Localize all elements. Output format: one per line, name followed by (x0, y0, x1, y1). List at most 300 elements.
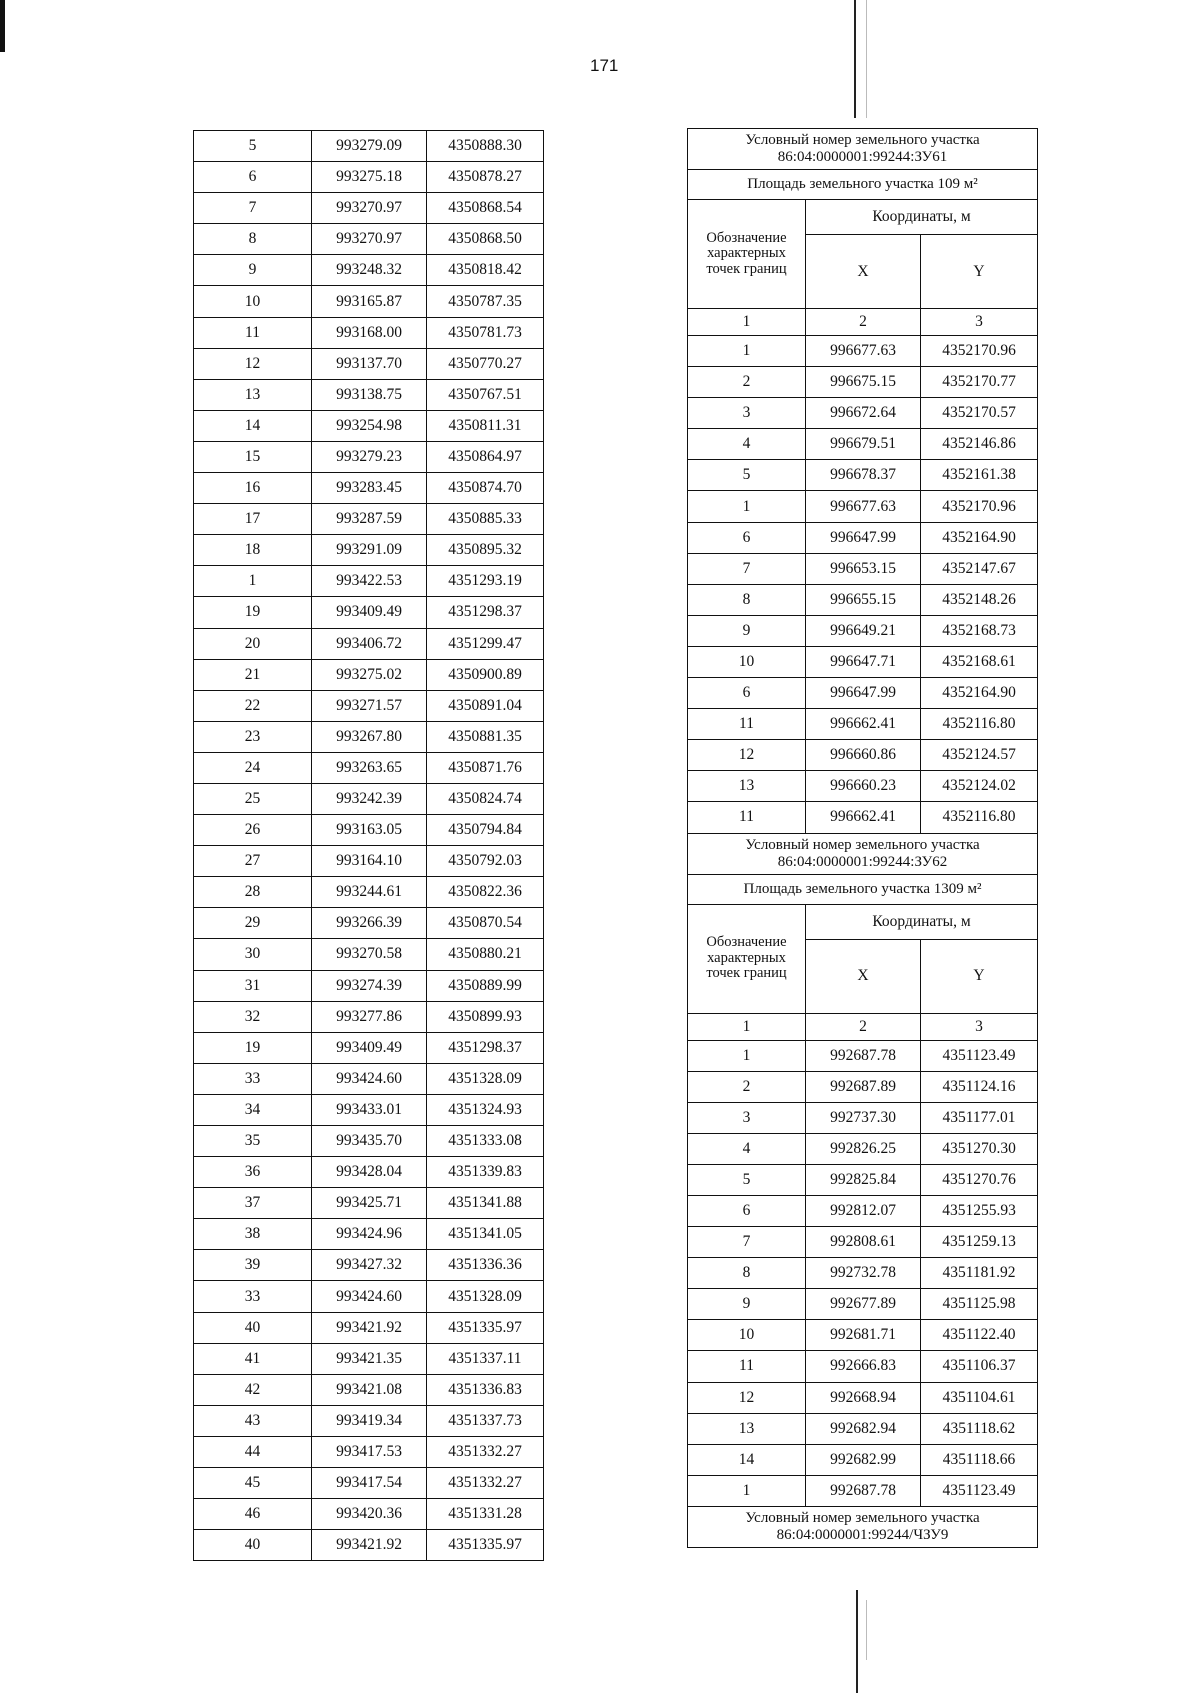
point-number: 4 (688, 429, 806, 460)
table-row (688, 367, 1038, 398)
x-coordinate: 992687.89 (806, 1071, 921, 1102)
point-number: 7 (688, 1227, 806, 1258)
y-coordinate: 4350885.33 (427, 504, 544, 535)
scan-fold-line (866, 1600, 867, 1660)
x-coordinate: 993417.54 (312, 1468, 427, 1499)
y-coordinate: 4350794.84 (427, 815, 544, 846)
y-coordinate: 4350871.76 (427, 752, 544, 783)
point-number: 32 (194, 1001, 312, 1032)
page-number: 171 (590, 56, 619, 75)
point-number: 30 (194, 939, 312, 970)
y-coordinate: 4351123.49 (921, 1475, 1038, 1506)
point-number: 45 (194, 1468, 312, 1499)
x-coordinate: 993274.39 (312, 970, 427, 1001)
column-number: 1 (688, 1013, 806, 1040)
table-row (194, 721, 544, 752)
point-number: 11 (688, 709, 806, 740)
parcel-2-rows (688, 1040, 1038, 1506)
y-coordinate: 4351298.37 (427, 597, 544, 628)
table-row (194, 752, 544, 783)
point-number: 14 (194, 410, 312, 441)
y-coordinate: 4351332.27 (427, 1436, 544, 1467)
point-number: 12 (688, 1382, 806, 1413)
point-number: 12 (688, 740, 806, 771)
table-row (194, 162, 544, 193)
point-number: 44 (194, 1436, 312, 1467)
point-number: 19 (194, 1032, 312, 1063)
x-coordinate: 996655.15 (806, 584, 921, 615)
table-row (688, 398, 1038, 429)
x-coordinate: 993165.87 (312, 286, 427, 317)
x-coordinate: 993409.49 (312, 1032, 427, 1063)
x-coordinate: 992732.78 (806, 1258, 921, 1289)
point-number: 27 (194, 846, 312, 877)
x-coordinate: 993267.80 (312, 721, 427, 752)
table-row (688, 678, 1038, 709)
left-coordinates-table (193, 130, 544, 1561)
scan-edge-mark (0, 0, 5, 52)
point-number: 31 (194, 970, 312, 1001)
x-coordinate: 993427.32 (312, 1250, 427, 1281)
y-coordinate: 4351332.27 (427, 1468, 544, 1499)
x-coordinate: 992812.07 (806, 1195, 921, 1226)
table-row (194, 1436, 544, 1467)
table-row (194, 317, 544, 348)
x-coordinate: 993279.23 (312, 441, 427, 472)
point-number: 3 (688, 398, 806, 429)
point-number: 6 (688, 678, 806, 709)
point-number: 28 (194, 877, 312, 908)
parcel-title-row (688, 129, 1038, 170)
point-number: 24 (194, 752, 312, 783)
x-coordinate: 993421.92 (312, 1530, 427, 1561)
parcel-title-line1: Условный номер земельного участка (745, 132, 980, 148)
table-row (194, 597, 544, 628)
point-number: 2 (688, 1071, 806, 1102)
parcel-area-row (688, 170, 1038, 200)
right-coordinates-table (687, 128, 1038, 1548)
y-coordinate: 4352170.57 (921, 398, 1038, 429)
table-row (194, 1094, 544, 1125)
table-row (688, 1258, 1038, 1289)
x-coordinate: 993425.71 (312, 1188, 427, 1219)
y-coordinate: 4351337.11 (427, 1343, 544, 1374)
y-coordinate: 4350824.74 (427, 783, 544, 814)
point-number: 1 (688, 491, 806, 522)
point-number: 36 (194, 1157, 312, 1188)
table-row (688, 709, 1038, 740)
x-coordinate: 992681.71 (806, 1320, 921, 1351)
parcel-title-line1: Условный номер земельного участка (745, 836, 980, 853)
point-number: 25 (194, 783, 312, 814)
column-number-row (688, 1013, 1038, 1040)
point-number: 22 (194, 690, 312, 721)
x-coordinate: 996662.41 (806, 709, 921, 740)
table-row (194, 1499, 544, 1530)
parcel-1-rows (688, 336, 1038, 834)
table-row (688, 1102, 1038, 1133)
x-coordinate: 996647.71 (806, 646, 921, 677)
x-coordinate: 996647.99 (806, 678, 921, 709)
y-coordinate: 4350792.03 (427, 846, 544, 877)
point-number: 39 (194, 1250, 312, 1281)
y-axis-header: Y (921, 235, 1038, 309)
table-row (688, 460, 1038, 491)
y-coordinate: 4351106.37 (921, 1351, 1038, 1382)
x-coordinate: 996675.15 (806, 367, 921, 398)
x-coordinate: 996678.37 (806, 460, 921, 491)
y-coordinate: 4350864.97 (427, 441, 544, 472)
x-coordinate: 996662.41 (806, 802, 921, 833)
coordinates-header: Координаты, м (806, 200, 1038, 235)
point-number: 13 (194, 379, 312, 410)
point-number: 18 (194, 535, 312, 566)
x-coordinate: 993433.01 (312, 1094, 427, 1125)
table-row (194, 441, 544, 472)
point-number: 11 (688, 1351, 806, 1382)
left-table-body (194, 131, 544, 1561)
table-row (688, 522, 1038, 553)
y-coordinate: 4351118.62 (921, 1413, 1038, 1444)
x-coordinate: 993275.02 (312, 659, 427, 690)
x-coordinate: 996672.64 (806, 398, 921, 429)
point-number: 9 (194, 255, 312, 286)
y-coordinate: 4350811.31 (427, 410, 544, 441)
table-row (688, 1164, 1038, 1195)
x-coordinate: 993428.04 (312, 1157, 427, 1188)
y-coordinate: 4351125.98 (921, 1289, 1038, 1320)
table-row (194, 659, 544, 690)
table-row (688, 1444, 1038, 1475)
y-coordinate: 4351259.13 (921, 1227, 1038, 1258)
table-row (194, 628, 544, 659)
x-coordinate: 996653.15 (806, 553, 921, 584)
x-coordinate: 993419.34 (312, 1405, 427, 1436)
y-coordinate: 4351341.88 (427, 1188, 544, 1219)
x-coordinate: 993137.70 (312, 348, 427, 379)
point-number: 19 (194, 597, 312, 628)
point-number: 20 (194, 628, 312, 659)
x-coordinate: 993420.36 (312, 1499, 427, 1530)
x-coordinate: 992826.25 (806, 1133, 921, 1164)
y-coordinate: 4351177.01 (921, 1102, 1038, 1133)
point-number: 29 (194, 908, 312, 939)
table-row (194, 1374, 544, 1405)
point-number: 5 (688, 1164, 806, 1195)
y-coordinate: 4350881.35 (427, 721, 544, 752)
y-coordinate: 4350889.99 (427, 970, 544, 1001)
point-number: 42 (194, 1374, 312, 1405)
point-number: 1 (688, 1040, 806, 1071)
y-coordinate: 4350878.27 (427, 162, 544, 193)
y-coordinate: 4351255.93 (921, 1195, 1038, 1226)
y-coordinate: 4351181.92 (921, 1258, 1038, 1289)
y-coordinate: 4351298.37 (427, 1032, 544, 1063)
x-coordinate: 993271.57 (312, 690, 427, 721)
y-coordinate: 4352164.90 (921, 522, 1038, 553)
x-coordinate: 993270.97 (312, 224, 427, 255)
x-coordinate: 993422.53 (312, 566, 427, 597)
y-coordinate: 4350787.35 (427, 286, 544, 317)
table-row (194, 877, 544, 908)
x-coordinate: 996649.21 (806, 615, 921, 646)
table-row (688, 1351, 1038, 1382)
y-coordinate: 4352168.73 (921, 615, 1038, 646)
table-row (688, 1227, 1038, 1258)
point-number: 9 (688, 1289, 806, 1320)
y-coordinate: 4350822.36 (427, 877, 544, 908)
table-row (194, 1126, 544, 1157)
point-number: 15 (194, 441, 312, 472)
table-row (194, 224, 544, 255)
parcel-cadastral-number: 86:04:0000001:99244:ЗУ62 (777, 853, 948, 870)
point-number: 8 (194, 224, 312, 255)
y-coordinate: 4350895.32 (427, 535, 544, 566)
table-row (194, 473, 544, 504)
table-row (194, 1281, 544, 1312)
y-coordinate: 4351124.16 (921, 1071, 1038, 1102)
y-coordinate: 4350767.51 (427, 379, 544, 410)
y-coordinate: 4351341.05 (427, 1219, 544, 1250)
table-row (688, 584, 1038, 615)
y-coordinate: 4351299.47 (427, 628, 544, 659)
table-row (194, 566, 544, 597)
x-coordinate: 996660.86 (806, 740, 921, 771)
header-row (688, 200, 1038, 235)
table-row (194, 379, 544, 410)
table-row (194, 1312, 544, 1343)
table-row (688, 429, 1038, 460)
coordinates-header: Координаты, м (806, 904, 1038, 939)
scan-fold-line (856, 1590, 858, 1693)
parcel-title (688, 833, 1038, 874)
parcel-area-row (688, 874, 1038, 904)
x-axis-header: X (806, 939, 921, 1013)
point-number: 34 (194, 1094, 312, 1125)
point-number: 26 (194, 815, 312, 846)
scan-fold-line (854, 0, 856, 118)
x-coordinate: 992668.94 (806, 1382, 921, 1413)
table-row (194, 970, 544, 1001)
x-coordinate: 996677.63 (806, 336, 921, 367)
x-coordinate: 993421.92 (312, 1312, 427, 1343)
point-number: 14 (688, 1444, 806, 1475)
point-number: 10 (194, 286, 312, 317)
table-row (194, 1063, 544, 1094)
point-number: 38 (194, 1219, 312, 1250)
table-row (194, 1530, 544, 1561)
point-number: 33 (194, 1281, 312, 1312)
y-coordinate: 4352170.96 (921, 336, 1038, 367)
x-coordinate: 992666.83 (806, 1351, 921, 1382)
parcel-title-line1: Условный номер земельного участка (745, 1509, 980, 1526)
y-axis-header: Y (921, 939, 1038, 1013)
table-row (194, 255, 544, 286)
table-row (194, 1343, 544, 1374)
y-coordinate: 4352161.38 (921, 460, 1038, 491)
x-coordinate: 993421.35 (312, 1343, 427, 1374)
y-coordinate: 4350874.70 (427, 473, 544, 504)
table-row (194, 815, 544, 846)
y-coordinate: 4352148.26 (921, 584, 1038, 615)
y-coordinate: 4351331.28 (427, 1499, 544, 1530)
point-designation-header: Обозначение характерных точек границ (688, 200, 806, 309)
y-coordinate: 4352147.67 (921, 553, 1038, 584)
y-coordinate: 4351336.83 (427, 1374, 544, 1405)
point-number: 4 (688, 1133, 806, 1164)
point-number: 13 (688, 771, 806, 802)
point-number: 6 (194, 162, 312, 193)
table-row (688, 1040, 1038, 1071)
x-coordinate: 993275.18 (312, 162, 427, 193)
y-coordinate: 4350770.27 (427, 348, 544, 379)
point-number: 10 (688, 1320, 806, 1351)
table-row (688, 336, 1038, 367)
table-row (194, 1250, 544, 1281)
table-row (194, 1001, 544, 1032)
table-row (688, 1320, 1038, 1351)
point-number: 33 (194, 1063, 312, 1094)
table-row (688, 1071, 1038, 1102)
y-coordinate: 4352170.96 (921, 491, 1038, 522)
table-row (688, 1382, 1038, 1413)
y-coordinate: 4350880.21 (427, 939, 544, 970)
point-designation-header: Обозначение характерных точек границ (688, 904, 806, 1013)
table-row (688, 1133, 1038, 1164)
point-number: 1 (688, 1475, 806, 1506)
y-coordinate: 4351270.76 (921, 1164, 1038, 1195)
x-coordinate: 993287.59 (312, 504, 427, 535)
x-coordinate: 993277.86 (312, 1001, 427, 1032)
point-number: 41 (194, 1343, 312, 1374)
y-coordinate: 4352116.80 (921, 802, 1038, 833)
table-row (688, 615, 1038, 646)
y-coordinate: 4351335.97 (427, 1312, 544, 1343)
x-coordinate: 993242.39 (312, 783, 427, 814)
x-coordinate: 993138.75 (312, 379, 427, 410)
x-coordinate: 996679.51 (806, 429, 921, 460)
x-coordinate: 993421.08 (312, 1374, 427, 1405)
x-coordinate: 996677.63 (806, 491, 921, 522)
y-coordinate: 4351324.93 (427, 1094, 544, 1125)
table-row (688, 646, 1038, 677)
y-coordinate: 4351335.97 (427, 1530, 544, 1561)
x-coordinate: 993254.98 (312, 410, 427, 441)
y-coordinate: 4351337.73 (427, 1405, 544, 1436)
x-coordinate: 993164.10 (312, 846, 427, 877)
x-axis-header: X (806, 235, 921, 309)
point-number: 13 (688, 1413, 806, 1444)
table-row (194, 846, 544, 877)
y-coordinate: 4351293.19 (427, 566, 544, 597)
x-coordinate: 993248.32 (312, 255, 427, 286)
x-coordinate: 993263.65 (312, 752, 427, 783)
scan-fold-line (866, 0, 867, 118)
y-coordinate: 4350888.30 (427, 131, 544, 162)
point-number: 6 (688, 522, 806, 553)
x-coordinate: 992677.89 (806, 1289, 921, 1320)
point-number: 46 (194, 1499, 312, 1530)
x-coordinate: 996660.23 (806, 771, 921, 802)
table-row (194, 410, 544, 441)
y-coordinate: 4352116.80 (921, 709, 1038, 740)
y-coordinate: 4350900.89 (427, 659, 544, 690)
y-coordinate: 4351270.30 (921, 1133, 1038, 1164)
column-number-row (688, 309, 1038, 336)
parcel-area: Площадь земельного участка 1309 м² (688, 874, 1038, 904)
x-coordinate: 993270.97 (312, 193, 427, 224)
table-row (194, 783, 544, 814)
point-number: 11 (194, 317, 312, 348)
table-row (688, 771, 1038, 802)
x-coordinate: 993406.72 (312, 628, 427, 659)
x-coordinate: 993424.60 (312, 1281, 427, 1312)
y-coordinate: 4352168.61 (921, 646, 1038, 677)
table-row (688, 1475, 1038, 1506)
table-row (194, 1188, 544, 1219)
x-coordinate: 993279.09 (312, 131, 427, 162)
y-coordinate: 4351339.83 (427, 1157, 544, 1188)
parcel-title-row (688, 833, 1038, 874)
parcel-title (688, 1506, 1038, 1547)
table-row (194, 286, 544, 317)
x-coordinate: 996647.99 (806, 522, 921, 553)
column-number: 3 (921, 309, 1038, 336)
table-row (688, 740, 1038, 771)
x-coordinate: 992687.78 (806, 1040, 921, 1071)
x-coordinate: 993409.49 (312, 597, 427, 628)
y-coordinate: 4351333.08 (427, 1126, 544, 1157)
x-coordinate: 993417.53 (312, 1436, 427, 1467)
point-number: 5 (194, 131, 312, 162)
point-number: 16 (194, 473, 312, 504)
point-number: 10 (688, 646, 806, 677)
parcel-title (688, 129, 1038, 170)
point-number: 35 (194, 1126, 312, 1157)
table-row (194, 1032, 544, 1063)
x-coordinate: 992682.94 (806, 1413, 921, 1444)
point-number: 9 (688, 615, 806, 646)
table-row (194, 690, 544, 721)
table-row (194, 348, 544, 379)
point-number: 40 (194, 1530, 312, 1561)
x-coordinate: 993270.58 (312, 939, 427, 970)
x-coordinate: 993266.39 (312, 908, 427, 939)
point-number: 7 (688, 553, 806, 584)
y-coordinate: 4350781.73 (427, 317, 544, 348)
x-coordinate: 993168.00 (312, 317, 427, 348)
y-coordinate: 4351328.09 (427, 1063, 544, 1094)
y-coordinate: 4350818.42 (427, 255, 544, 286)
table-row (194, 1157, 544, 1188)
point-number: 40 (194, 1312, 312, 1343)
point-number: 11 (688, 802, 806, 833)
table-row (688, 802, 1038, 833)
x-coordinate: 993163.05 (312, 815, 427, 846)
table-row (688, 491, 1038, 522)
point-number: 5 (688, 460, 806, 491)
x-coordinate: 993424.60 (312, 1063, 427, 1094)
x-coordinate: 992737.30 (806, 1102, 921, 1133)
point-number: 8 (688, 1258, 806, 1289)
y-coordinate: 4351104.61 (921, 1382, 1038, 1413)
point-number: 43 (194, 1405, 312, 1436)
point-number: 1 (688, 336, 806, 367)
y-coordinate: 4350891.04 (427, 690, 544, 721)
column-number: 3 (921, 1013, 1038, 1040)
y-coordinate: 4351122.40 (921, 1320, 1038, 1351)
point-number: 12 (194, 348, 312, 379)
